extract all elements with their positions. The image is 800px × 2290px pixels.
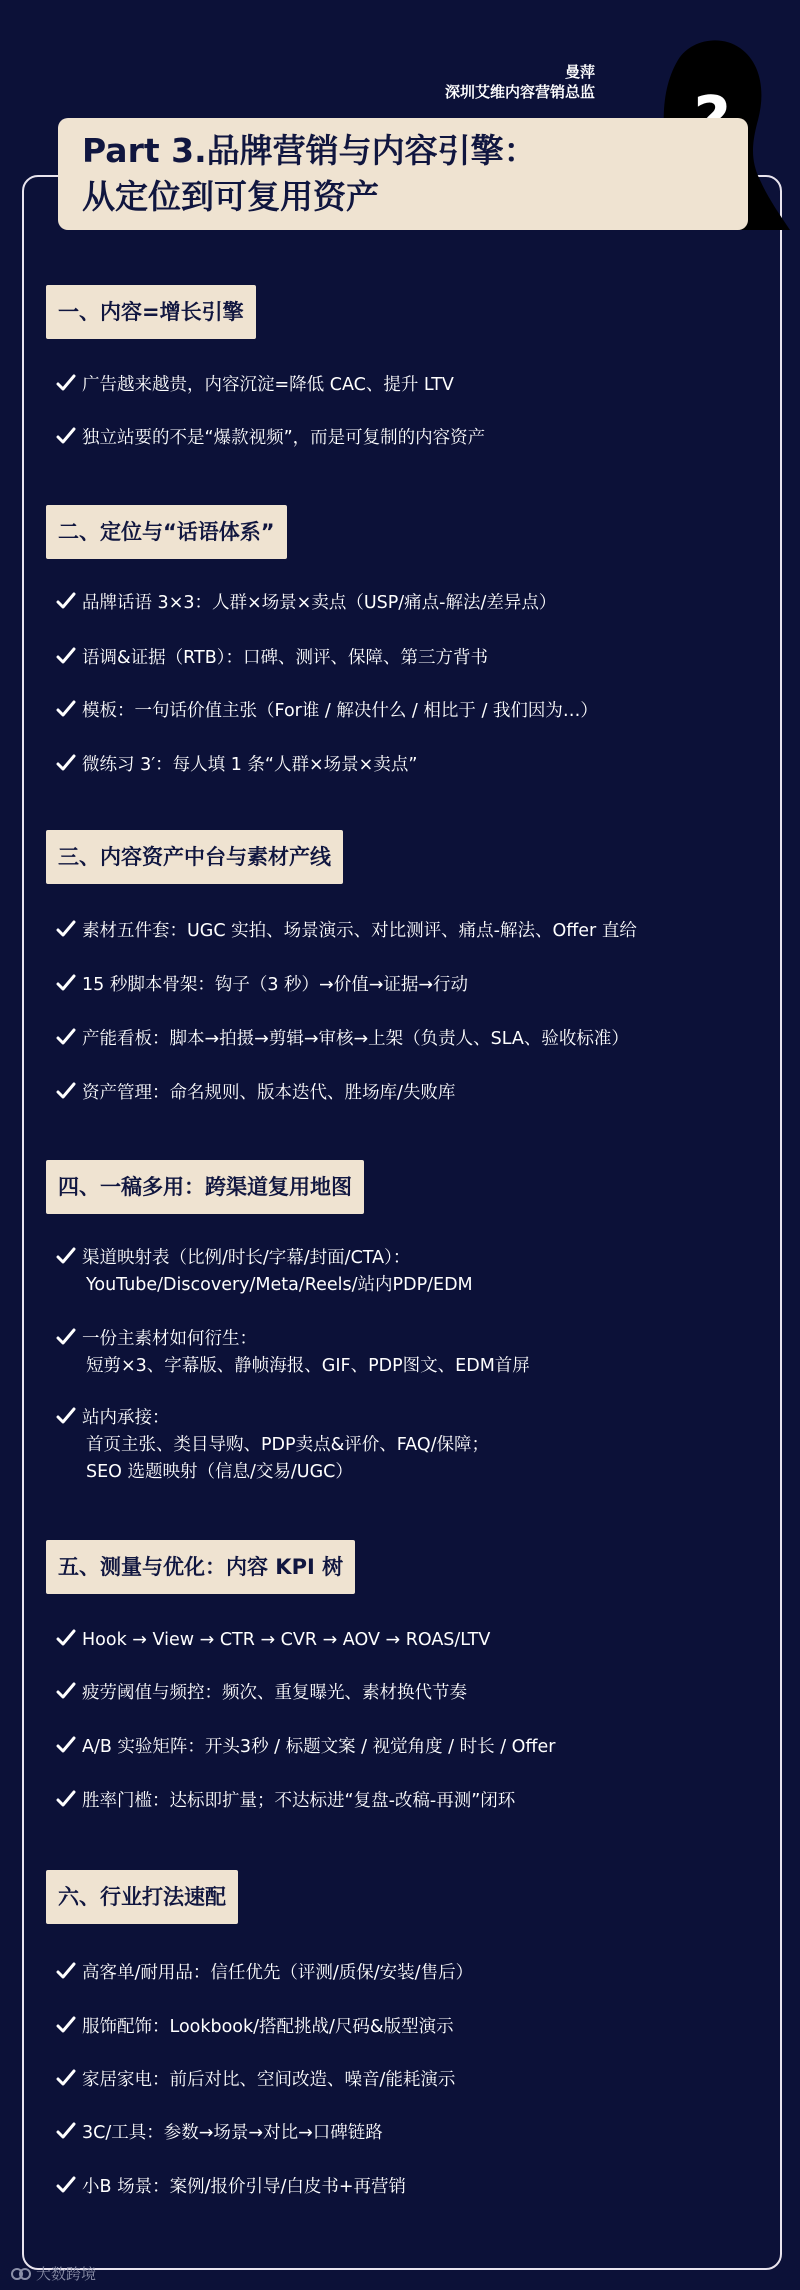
list-item-text: 服饰配饰：Lookbook/搭配挑战/尺码&版型演示: [82, 2017, 454, 2037]
list-item: [56, 425, 485, 452]
list-item: [56, 698, 598, 725]
list-item: [56, 1960, 473, 1987]
checkmark-icon: [56, 1327, 76, 1347]
list-item-text: 模板：一句话价值主张（For谁 / 解决什么 / 相比于 / 我们因为…）: [82, 701, 598, 721]
list-item-text: A/B 实验矩阵：开头3秒 / 标题文案 / 视觉角度 / 时长 / Offer: [82, 1737, 556, 1757]
list-item: [56, 2174, 406, 2201]
author-role: 深圳艾维内容营销总监: [444, 83, 595, 101]
list-item: [56, 645, 488, 672]
list-item-text: 3C/工具：参数→场景→对比→口碑链路: [82, 2123, 383, 2143]
list-item-text: 高客单/耐用品：信任优先（评测/质保/安装/售后）: [82, 1963, 474, 1983]
list-item-text: 一份主素材如何衍生：: [82, 1329, 257, 1349]
list-item-text: 独立站要的不是“爆款视频”，而是可复制的内容资产: [82, 428, 486, 448]
list-item-text: 资产管理：命名规则、版本迭代、胜场库/失败库: [82, 1083, 456, 1103]
checkmark-icon: [56, 1681, 76, 1701]
section-heading: 三、内容资产中台与素材产线: [46, 830, 343, 884]
checkmark-icon: [56, 373, 76, 393]
author-info: [445, 62, 595, 102]
list-item-text: 广告越来越贵，内容沉淀=降低 CAC、提升 LTV: [82, 375, 454, 395]
list-item-text: 短剪×3、字幕版、静帧海报、GIF、PDP图文、EDM首屏: [86, 1356, 530, 1376]
checkmark-icon: [56, 1081, 76, 1101]
page-title: [58, 118, 748, 230]
list-item: [56, 2120, 383, 2147]
list-item-text: 疲劳阈值与频控：频次、重复曝光、素材换代节奏: [82, 1683, 467, 1703]
list-item-text: 站内承接：: [82, 1408, 170, 1428]
list-item-text: 渠道映射表（比例/时长/字幕/封面/CTA）：: [82, 1248, 411, 1268]
checkmark-icon: [56, 753, 76, 773]
list-item-text: YouTube/Discovery/Meta/Reels/站内PDP/EDM: [86, 1275, 473, 1295]
checkmark-icon: [56, 1628, 76, 1648]
footer-brand: 大数跨境: [36, 2265, 97, 2283]
footer-logo: [10, 2263, 96, 2284]
list-item-text: 首页主张、类目导购、PDP卖点&评价、FAQ/保障；: [86, 1435, 490, 1455]
list-item-text: 产能看板：脚本→拍摄→剪辑→审核→上架（负责人、SLA、验收标准）: [82, 1029, 629, 1049]
list-item-text: 语调&证据（RTB）：口碑、测评、保障、第三方背书: [82, 648, 488, 668]
checkmark-icon: [56, 646, 76, 666]
list-item-text: 微练习 3′：每人填 1 条“人群×场景×卖点”: [82, 755, 418, 775]
list-item: [56, 1734, 555, 1761]
list-item: [56, 1680, 467, 1707]
section-heading: 二、定位与“话语体系”: [46, 505, 287, 559]
checkmark-icon: [56, 2121, 76, 2141]
section-heading: 一、内容=增长引擎: [46, 285, 256, 339]
list-item: [56, 372, 454, 399]
list-item: [56, 918, 637, 945]
checkmark-icon: [56, 426, 76, 446]
section-heading: 六、行业打法速配: [46, 1870, 238, 1924]
list-item: [56, 1627, 490, 1654]
author-name: 曼萍: [564, 63, 595, 81]
checkmark-icon: [56, 1961, 76, 1981]
list-item: [56, 972, 468, 999]
checkmark-icon: [56, 2068, 76, 2088]
title-line-2: 从定位到可复用资产: [82, 177, 379, 216]
list-item: [56, 1245, 473, 1299]
list-item-text: 小B 场景：案例/报价引导/白皮书+再营销: [82, 2177, 407, 2197]
checkmark-icon: [56, 973, 76, 993]
checkmark-icon: [56, 1789, 76, 1809]
checkmark-icon: [56, 1027, 76, 1047]
title-line-1: Part 3.品牌营销与内容引擎：: [82, 131, 537, 170]
section-heading: 四、一稿多用：跨渠道复用地图: [46, 1160, 364, 1214]
list-item-text: SEO 选题映射（信息/交易/UGC）: [86, 1462, 353, 1482]
checkmark-icon: [56, 919, 76, 939]
checkmark-icon: [56, 1735, 76, 1755]
checkmark-icon: [56, 2015, 76, 2035]
list-item: [56, 752, 417, 779]
checkmark-icon: [56, 1246, 76, 1266]
checkmark-icon: [56, 591, 76, 611]
list-item: [56, 2014, 454, 2041]
list-item: [56, 1405, 489, 1486]
list-item: [56, 1326, 530, 1380]
list-item-text: 品牌话语 3×3：人群×场景×卖点（USP/痛点-解法/差异点）: [82, 593, 557, 613]
list-item: [56, 1026, 629, 1053]
checkmark-icon: [56, 2175, 76, 2195]
list-item-text: 胜率门槛：达标即扩量；不达标进“复盘-改稿-再测”闭环: [82, 1791, 516, 1811]
list-item: [56, 2067, 455, 2094]
checkmark-icon: [56, 1406, 76, 1426]
list-item: [56, 1788, 515, 1815]
brand-logo-icon: [10, 2266, 32, 2282]
content-card: [22, 175, 782, 2270]
list-item-text: Hook → View → CTR → CVR → AOV → ROAS/LTV: [82, 1630, 491, 1650]
list-item-text: 15 秒脚本骨架：钩子（3 秒）→价值→证据→行动: [82, 975, 469, 995]
section-heading: 五、测量与优化：内容 KPI 树: [46, 1540, 355, 1594]
list-item-text: 家居家电：前后对比、空间改造、噪音/能耗演示: [82, 2070, 456, 2090]
list-item: [56, 1080, 455, 1107]
list-item-text: 素材五件套：UGC 实拍、场景演示、对比测评、痛点-解法、Offer 直给: [82, 921, 637, 941]
checkmark-icon: [56, 699, 76, 719]
list-item: [56, 590, 556, 617]
